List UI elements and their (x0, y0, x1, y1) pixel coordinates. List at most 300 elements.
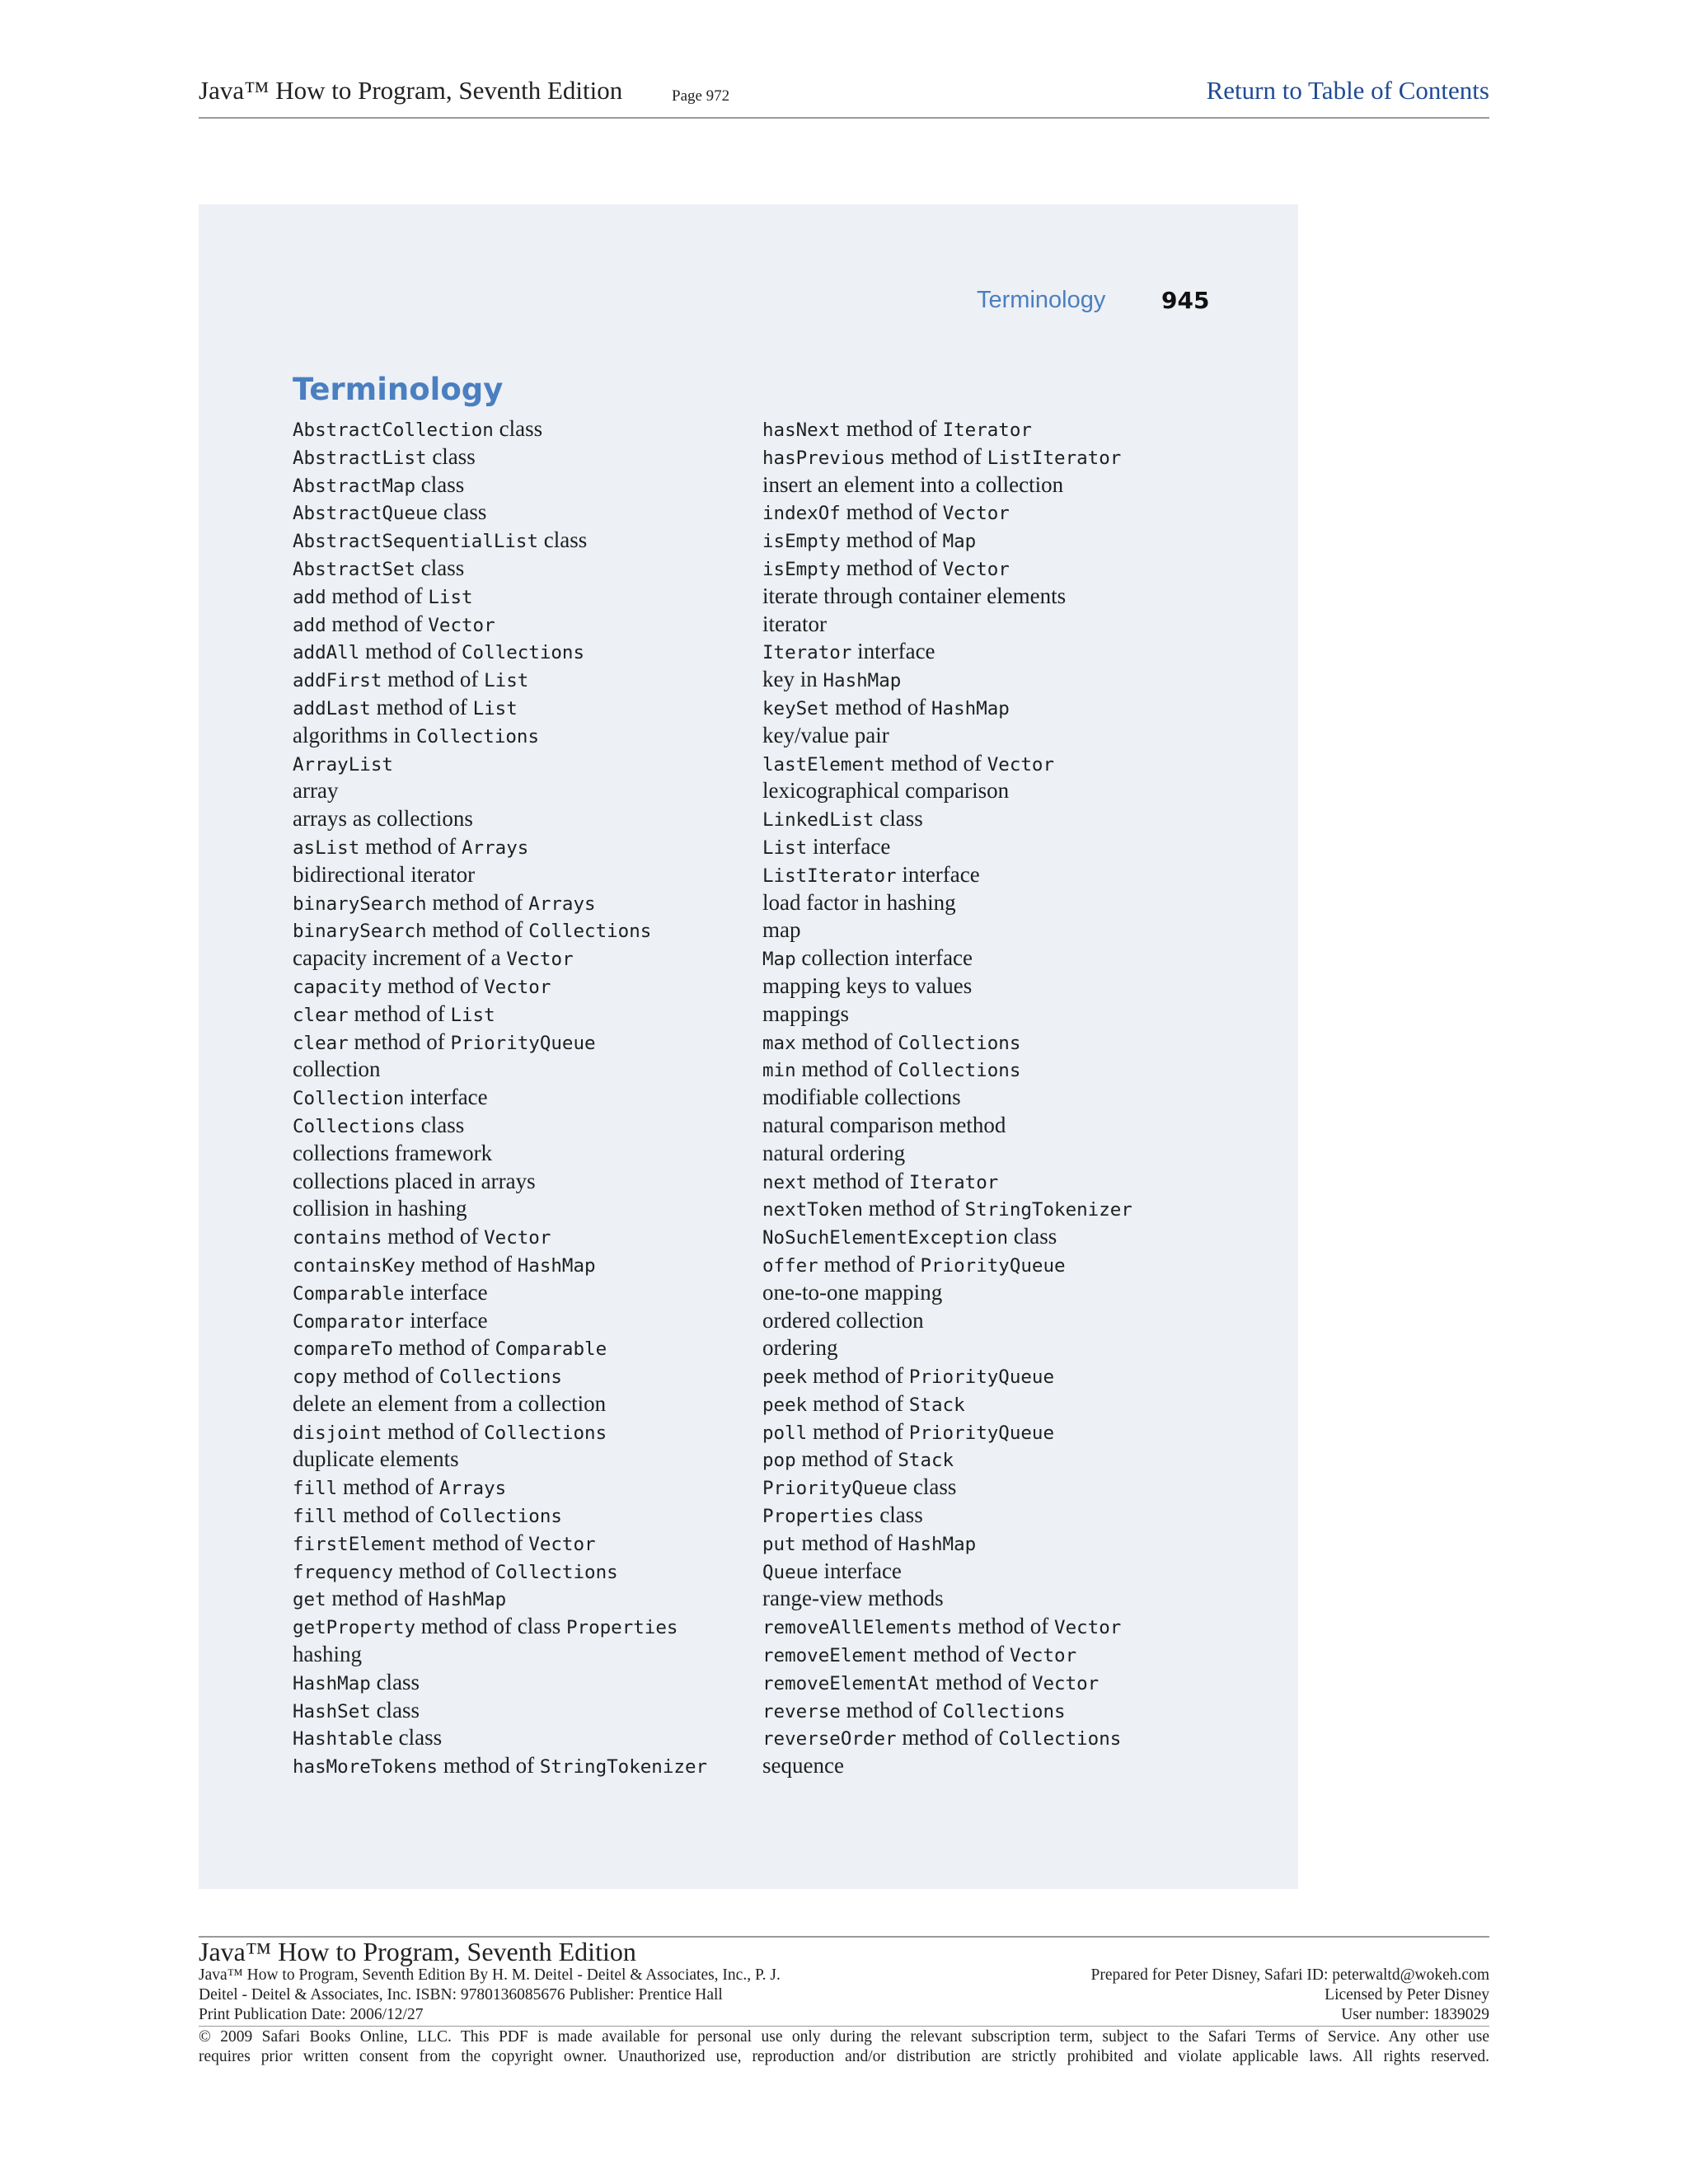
term-text: collision in hashing (293, 1196, 467, 1221)
term-text: arrays as collections (293, 806, 473, 832)
code-term: fill (293, 1478, 338, 1500)
term-text: class (1008, 1224, 1057, 1249)
code-term: AbstractList (293, 447, 427, 469)
code-term: next (762, 1171, 808, 1193)
term-text: natural ordering (762, 1140, 906, 1165)
code-term: HashMap (428, 1589, 507, 1611)
code-term: ListIterator (762, 865, 897, 887)
term-entry (762, 1056, 1132, 1084)
term-text: method of (795, 1446, 898, 1472)
code-term: Collections (416, 725, 540, 748)
code-term: Stack (898, 1450, 954, 1472)
term-entry (293, 1613, 707, 1641)
term-entry (762, 1195, 1132, 1223)
code-term: Arrays (462, 837, 529, 859)
term-entry (762, 1613, 1132, 1641)
term-entry (762, 638, 1132, 666)
term-entry (762, 1669, 1132, 1697)
code-term: Arrays (438, 1478, 507, 1500)
term-text: method of (337, 1363, 439, 1389)
term-entry (293, 471, 707, 499)
term-entry (762, 1474, 1132, 1502)
code-term: Collections (462, 642, 585, 664)
term-text: collection interface (795, 945, 973, 971)
code-term: Vector (1031, 1672, 1100, 1694)
term-entry (293, 944, 707, 972)
term-text: method of (337, 1502, 439, 1528)
term-text: iterate through container elements (762, 583, 1067, 608)
term-entry (762, 1362, 1132, 1390)
term-entry (293, 1195, 707, 1223)
term-entry (762, 1585, 1132, 1613)
term-text: method of (930, 1669, 1032, 1694)
term-text: class (538, 527, 588, 553)
term-entry (762, 1530, 1132, 1558)
code-term: Vector (942, 558, 1010, 580)
term-text: one-to-one mapping (762, 1279, 943, 1305)
term-text: method of (795, 1029, 898, 1054)
term-entry (293, 889, 707, 917)
term-text: method of (818, 1251, 921, 1277)
term-entry (293, 1390, 707, 1418)
term-entry (293, 1307, 707, 1335)
term-text: method of (337, 1474, 439, 1500)
code-term: AbstractQueue (293, 503, 438, 525)
running-head: Terminology (977, 287, 1106, 313)
term-entry (762, 1641, 1132, 1669)
term-text: method of (840, 1697, 943, 1722)
term-entry (762, 722, 1132, 750)
term-text: method of (359, 639, 462, 664)
code-term: compareTo (293, 1338, 393, 1361)
term-text: method of class (415, 1614, 566, 1639)
term-entry (293, 1223, 707, 1251)
term-entry (762, 1140, 1132, 1168)
code-term: AbstractSet (293, 558, 416, 580)
term-text: class (415, 1112, 465, 1137)
code-term: addFirst (293, 670, 382, 692)
page-number: 945 (1161, 287, 1210, 314)
term-text: method of (348, 1029, 451, 1054)
term-text: method of (359, 833, 462, 859)
term-text: class (438, 499, 487, 525)
term-text: method of (862, 1196, 965, 1221)
term-text: method of (438, 1753, 540, 1779)
term-text: method of (415, 1251, 518, 1277)
term-text: class (370, 1669, 420, 1694)
term-text: class (907, 1474, 957, 1500)
code-term: contains (293, 1227, 382, 1249)
code-term: lastElement (762, 753, 886, 776)
code-term: HashMap (898, 1533, 977, 1555)
term-text: method of (382, 667, 485, 692)
code-term: ListIterator (987, 447, 1122, 469)
term-text: method of (885, 750, 987, 776)
term-text: method of (348, 1001, 451, 1026)
code-term: Vector (428, 614, 495, 636)
code-term: binarySearch (293, 893, 427, 915)
term-entry (293, 1558, 707, 1586)
code-term: indexOf (762, 503, 841, 525)
term-entry (293, 1752, 707, 1780)
code-term: fill (293, 1506, 338, 1528)
code-term: Collections (898, 1032, 1021, 1054)
code-term: Map (762, 949, 796, 971)
term-entry (293, 1334, 707, 1362)
term-text: method of (840, 555, 943, 580)
term-entry (293, 1669, 707, 1697)
code-term: StringTokenizer (964, 1199, 1132, 1221)
term-text: algorithms in (293, 722, 416, 748)
term-text: sequence (762, 1753, 844, 1779)
term-text: capacity increment of a (293, 945, 507, 971)
term-text: method of (829, 694, 932, 719)
term-text: interface (404, 1279, 488, 1305)
term-text: collection (293, 1057, 381, 1082)
term-text: method of (326, 611, 429, 636)
code-term: HashMap (293, 1672, 371, 1694)
code-term: Collections (495, 1561, 618, 1583)
term-entry (762, 805, 1132, 833)
term-text: method of (426, 917, 529, 943)
code-term: Vector (484, 1227, 551, 1249)
term-text: delete an element from a collection (293, 1390, 607, 1416)
term-text: method of (382, 972, 485, 998)
term-text: class (426, 443, 476, 469)
term-text: interface (896, 861, 980, 887)
term-entry (293, 1168, 707, 1196)
term-text: class (392, 1725, 443, 1750)
term-entry (293, 972, 707, 1001)
term-entry (293, 555, 707, 583)
term-text: class (415, 555, 465, 580)
term-text: method of (840, 499, 943, 525)
term-entry (762, 777, 1132, 805)
publication-line: Print Publication Date: 2006/12/27 (199, 2006, 424, 2023)
code-term: disjoint (293, 1422, 382, 1444)
code-term: PriorityQueue (908, 1422, 1055, 1444)
code-term: offer (762, 1254, 818, 1277)
code-term: Vector (987, 753, 1055, 776)
code-term: Iterator (942, 419, 1032, 441)
code-term: removeElementAt (762, 1672, 931, 1694)
term-entry (762, 1390, 1132, 1418)
term-text: method of (807, 1168, 909, 1193)
term-entry (762, 750, 1132, 778)
term-entry (762, 1697, 1132, 1725)
term-text: ordered collection (762, 1307, 924, 1333)
book-page (199, 204, 1298, 1889)
term-text: method of (840, 416, 943, 441)
terms-list-left (293, 415, 707, 1780)
code-term: Vector (1054, 1617, 1122, 1639)
code-term: firstElement (293, 1533, 427, 1555)
code-term: removeAllElements (762, 1617, 953, 1639)
term-text: hashing (293, 1642, 362, 1667)
copyright-divider (199, 2026, 1489, 2027)
term-entry (762, 694, 1132, 722)
term-text: method of (807, 1390, 909, 1416)
term-text: method of (807, 1363, 909, 1389)
page-header (199, 76, 1489, 119)
term-text: array (293, 778, 339, 804)
footer-title: Java™ How to Program, Seventh Edition (199, 1937, 636, 1966)
term-entry (762, 1251, 1132, 1279)
code-term: add (293, 614, 326, 636)
code-term: PriorityQueue (762, 1478, 908, 1500)
code-term: nextToken (762, 1199, 863, 1221)
term-entry (293, 583, 707, 611)
term-text: method of (907, 1642, 1010, 1667)
term-text: insert an element into a collection (762, 471, 1064, 497)
code-term: HashMap (823, 670, 902, 692)
code-term: add (293, 586, 326, 608)
term-entry (762, 1029, 1132, 1057)
term-entry (293, 1585, 707, 1613)
code-term: getProperty (293, 1617, 416, 1639)
term-entry (293, 1251, 707, 1279)
code-term: copy (293, 1366, 338, 1389)
code-term: Collections (438, 1506, 562, 1528)
publication-line: Deitel - Deitel & Associates, Inc. ISBN: 9780136085676 Publisher: Prentice Hall (199, 1986, 723, 2004)
code-term: Collection (293, 1088, 405, 1110)
term-text: mapping keys to values (762, 972, 973, 998)
term-text: class (874, 806, 923, 832)
term-entry (293, 1446, 707, 1474)
code-term: List (428, 586, 473, 608)
term-entry (762, 471, 1132, 499)
term-text: interface (404, 1085, 488, 1110)
code-term: peek (762, 1394, 808, 1416)
term-text: collections placed in arrays (293, 1168, 536, 1193)
license-line: User number: 1839029 (1341, 2006, 1489, 2023)
code-term: containsKey (293, 1254, 416, 1277)
code-term: capacity (293, 976, 382, 998)
term-entry (293, 443, 707, 471)
code-term: isEmpty (762, 558, 841, 580)
term-entry (762, 1001, 1132, 1029)
term-entry (293, 916, 707, 944)
code-term: peek (762, 1366, 808, 1389)
term-entry (293, 1530, 707, 1558)
term-entry (762, 1168, 1132, 1196)
code-term: HashMap (517, 1254, 596, 1277)
term-text: method of (326, 583, 429, 608)
term-text: modifiable collections (762, 1085, 961, 1110)
term-entry (762, 1558, 1132, 1586)
term-text: method of (952, 1614, 1055, 1639)
code-term: PriorityQueue (450, 1032, 596, 1054)
code-term: removeElement (762, 1645, 908, 1667)
code-term: Properties (565, 1617, 678, 1639)
code-term: HashMap (931, 697, 1010, 719)
term-text: ordering (762, 1335, 838, 1361)
term-entry (293, 1056, 707, 1084)
term-entry (762, 666, 1132, 694)
term-text: method of (326, 1586, 429, 1611)
term-entry (293, 527, 707, 555)
code-term: Comparator (293, 1310, 405, 1333)
code-term: clear (293, 1004, 349, 1026)
term-entry (293, 638, 707, 666)
term-entry (762, 1112, 1132, 1140)
code-term: hasMoreTokens (293, 1756, 438, 1779)
term-text: method of (795, 1057, 898, 1082)
code-term: Comparable (293, 1282, 405, 1305)
term-entry (762, 555, 1132, 583)
term-entry (293, 722, 707, 750)
term-text: key/value pair (762, 722, 889, 748)
code-term: isEmpty (762, 531, 841, 553)
code-term: Collections (942, 1700, 1066, 1722)
term-text: method of (392, 1558, 495, 1583)
term-entry (293, 1001, 707, 1029)
code-term: Arrays (528, 893, 596, 915)
code-term: List (484, 670, 529, 692)
term-entry (762, 1307, 1132, 1335)
term-entry (293, 694, 707, 722)
publication-line: Java™ How to Program, Seventh Edition By H. M. Deitel - Deitel & Associates, Inc., P. J. (199, 1966, 781, 1984)
code-term: Vector (484, 976, 551, 998)
page-indicator: Page 972 (672, 87, 730, 105)
code-term: Iterator (762, 642, 852, 664)
term-text: method of (885, 443, 987, 469)
code-term: Vector (942, 503, 1010, 525)
term-entry (762, 1223, 1132, 1251)
table-of-contents-link[interactable]: Return to Table of Contents (1206, 76, 1489, 105)
term-text: class (874, 1502, 923, 1528)
code-term: Comparable (495, 1338, 607, 1361)
section-heading: Terminology (293, 372, 504, 407)
term-text: class (370, 1697, 420, 1722)
code-term: Collections (898, 1060, 1021, 1082)
term-entry (293, 415, 707, 443)
code-term: min (762, 1060, 796, 1082)
term-entry (293, 1029, 707, 1057)
term-text: class (493, 416, 543, 441)
term-text: method of (807, 1418, 909, 1444)
term-entry (293, 1418, 707, 1446)
term-entry (762, 1334, 1132, 1362)
term-text: method of (382, 1224, 485, 1249)
code-term: hasPrevious (762, 447, 886, 469)
terms-list-right (762, 415, 1132, 1780)
code-term: binarySearch (293, 921, 427, 943)
term-entry (293, 750, 707, 778)
code-term: StringTokenizer (539, 1756, 708, 1779)
term-entry (293, 1697, 707, 1725)
term-text: range-view methods (762, 1586, 944, 1611)
term-text: method of (840, 527, 943, 553)
term-entry (293, 1641, 707, 1669)
code-term: Vector (506, 949, 574, 971)
term-text: iterator (762, 611, 827, 636)
code-term: PriorityQueue (920, 1254, 1066, 1277)
code-term: AbstractSequentialList (293, 531, 539, 553)
term-text: interface (851, 639, 935, 664)
code-term: pop (762, 1450, 796, 1472)
term-entry (293, 805, 707, 833)
code-term: keySet (762, 697, 830, 719)
term-entry (762, 861, 1132, 889)
term-entry (293, 1362, 707, 1390)
license-info (1091, 1966, 1489, 2025)
term-entry (762, 972, 1132, 1001)
term-entry (293, 833, 707, 861)
term-entry (762, 1502, 1132, 1530)
code-term: Queue (762, 1561, 818, 1583)
term-entry (762, 944, 1132, 972)
term-text: collections framework (293, 1140, 493, 1165)
license-line: Prepared for Peter Disney, Safari ID: peterwaltd@wokeh.com (1090, 1966, 1489, 1984)
term-entry (762, 1418, 1132, 1446)
term-entry (293, 1084, 707, 1112)
code-term: put (762, 1533, 796, 1555)
term-text: interface (818, 1558, 902, 1583)
code-term: Collections (484, 1422, 607, 1444)
term-entry (293, 1112, 707, 1140)
term-text: method of (896, 1725, 999, 1750)
term-entry (762, 1752, 1132, 1780)
term-text: class (415, 471, 465, 497)
book-title: Java™ How to Program, Seventh Edition (199, 76, 623, 105)
term-entry (293, 1724, 707, 1752)
code-term: NoSuchElementException (762, 1227, 1009, 1249)
term-entry (762, 527, 1132, 555)
code-term: List (472, 697, 518, 719)
code-term: PriorityQueue (908, 1366, 1055, 1389)
code-term: Stack (908, 1394, 965, 1416)
term-text: method of (795, 1530, 898, 1555)
code-term: Map (942, 531, 977, 553)
code-term: HashSet (293, 1700, 371, 1722)
term-entry (762, 499, 1132, 527)
term-text: method of (392, 1335, 495, 1361)
code-term: Iterator (908, 1171, 999, 1193)
term-entry (293, 499, 707, 527)
term-entry (293, 1140, 707, 1168)
term-text: key in (762, 667, 823, 692)
code-term: get (293, 1589, 326, 1611)
code-term: addAll (293, 642, 360, 664)
publication-info (199, 1966, 781, 2025)
license-line: Licensed by Peter Disney (1325, 1986, 1489, 2004)
code-term: addLast (293, 697, 371, 719)
term-text: natural comparison method (762, 1112, 1006, 1137)
term-text: bidirectional iterator (293, 861, 476, 887)
term-entry (762, 415, 1132, 443)
term-entry (762, 611, 1132, 639)
copyright-line: © 2009 Safari Books Online, LLC. This PDF is made available for personal use only during the relevant subscription term, subject to the Safari Terms of Service. Any other use (199, 2028, 1489, 2046)
code-term: AbstractCollection (293, 419, 494, 441)
term-entry (762, 916, 1132, 944)
term-entry (762, 1279, 1132, 1307)
term-entry (762, 1084, 1132, 1112)
term-text: map (762, 917, 801, 943)
term-text: method of (426, 1530, 529, 1555)
code-term: clear (293, 1032, 349, 1054)
code-term: asList (293, 837, 360, 859)
code-term: Properties (762, 1506, 874, 1528)
code-term: Vector (1009, 1645, 1077, 1667)
code-term: Collections (998, 1728, 1122, 1750)
term-text: method of (426, 889, 529, 915)
term-entry (762, 889, 1132, 917)
code-term: Collections (293, 1115, 416, 1137)
term-entry (293, 1474, 707, 1502)
term-entry (293, 611, 707, 639)
code-term: List (450, 1004, 495, 1026)
